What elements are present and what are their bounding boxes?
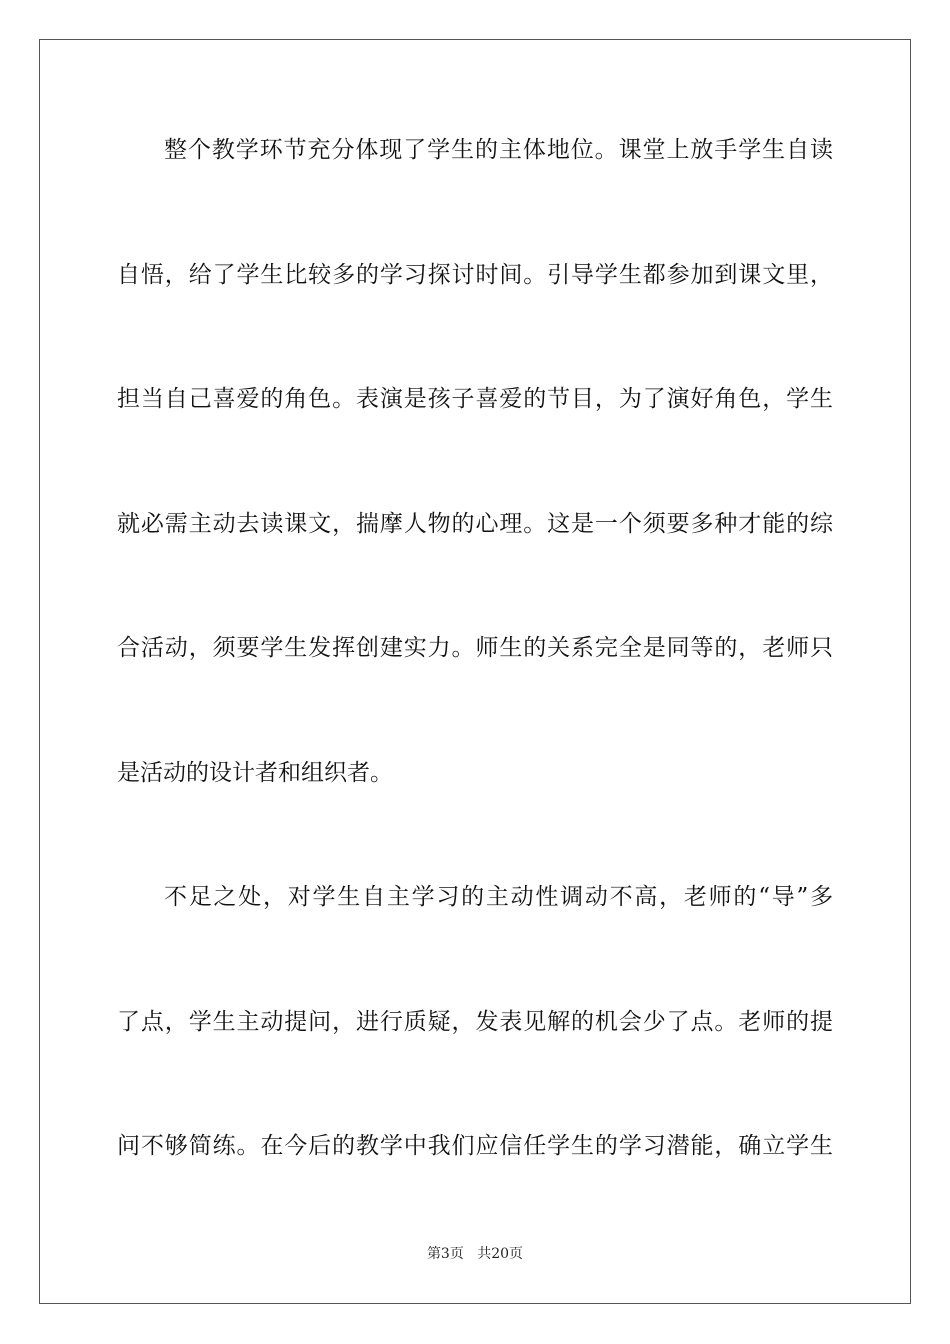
paragraph-line-1: 整个教学环节充分体现了学生的主体地位。课堂上放手学生自读 bbox=[164, 137, 833, 163]
page-total: 共20页 bbox=[477, 1246, 524, 1262]
paragraph-line-8: 了点，学生主动提问，进行质疑，发表见解的机会少了点。老师的提 bbox=[117, 1009, 833, 1035]
page-number: 第3页 bbox=[426, 1246, 464, 1262]
paragraph-line-7: 不足之处，对学生自主学习的主动性调动不高，老师的“导”多 bbox=[164, 884, 833, 910]
paragraph-line-2: 自悟，给了学生比较多的学习探讨时间。引导学生都参加到课文里， bbox=[117, 262, 833, 288]
page-border bbox=[39, 39, 911, 1304]
paragraph-line-9: 问不够简练。在今后的教学中我们应信任学生的学习潜能，确立学生 bbox=[117, 1133, 833, 1159]
paragraph-line-5: 合活动，须要学生发挥创建实力。师生的关系完全是同等的，老师只 bbox=[117, 635, 833, 661]
paragraph-line-4: 就必需主动去读课文，揣摩人物的心理。这是一个须要多种才能的综 bbox=[117, 511, 833, 537]
paragraph-line-3: 担当自己喜爱的角色。表演是孩子喜爱的节目，为了演好角色，学生 bbox=[117, 386, 833, 412]
page-footer bbox=[0, 1244, 950, 1264]
paragraph-line-6: 是活动的设计者和组织者。 bbox=[117, 760, 393, 786]
